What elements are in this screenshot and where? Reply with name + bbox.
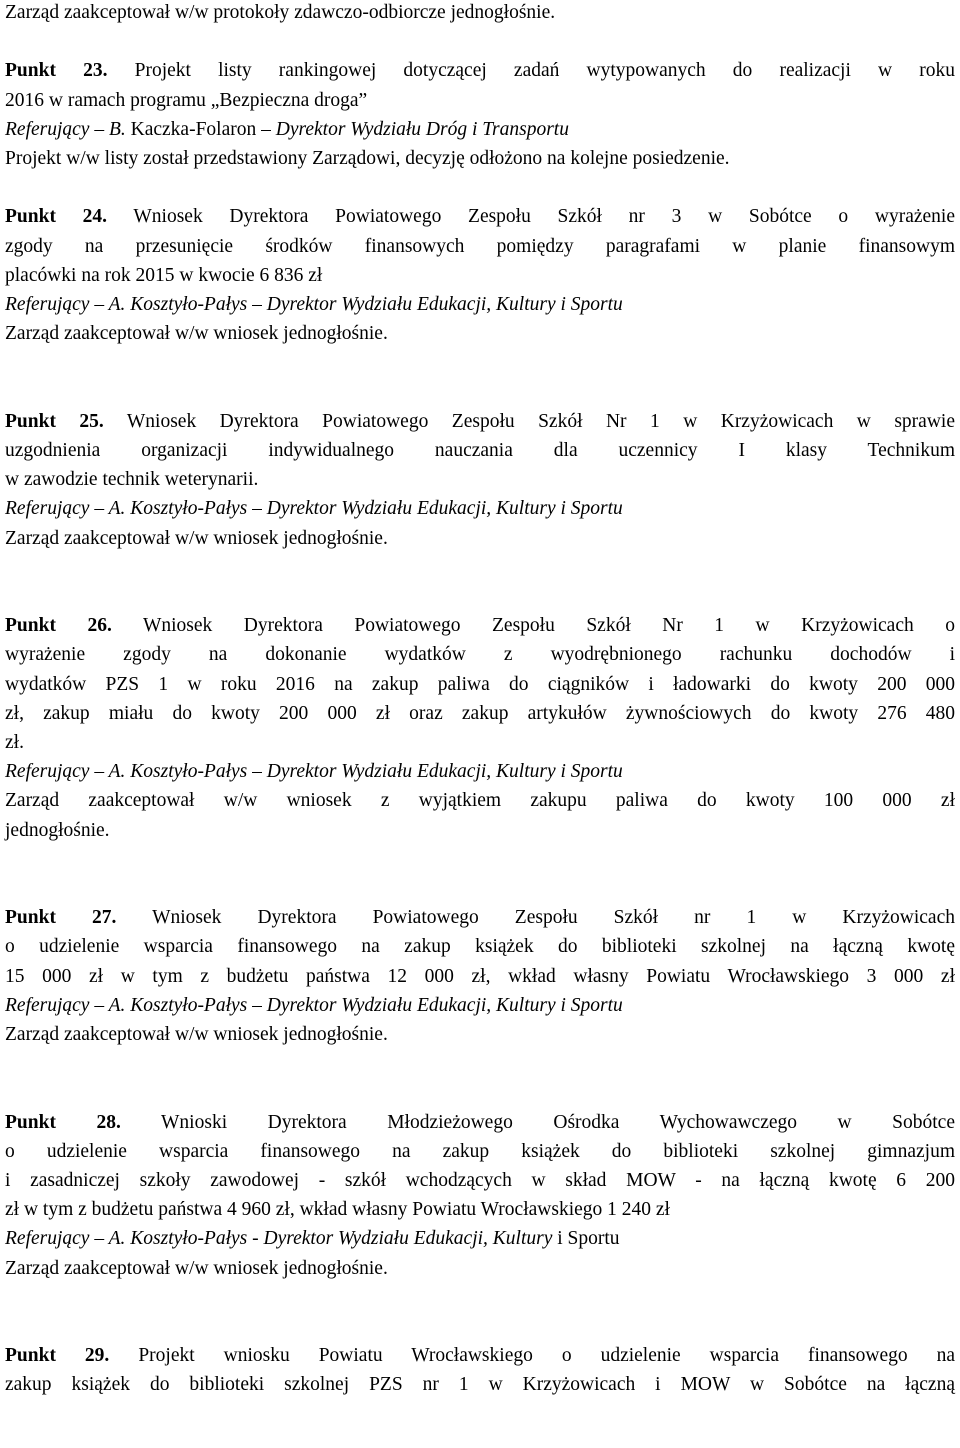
referent-prefix: Referujący – A. [5, 1228, 126, 1250]
item-text-line: zł, zakup miału do kwoty 200 000 zł oraz zakup artykułów żywnościowych do kwoty 276 480 [5, 702, 955, 724]
spacer [5, 378, 955, 407]
referent-prefix: Referujący – A. [5, 498, 126, 520]
referent-name: Kosztyło-Pałys [130, 294, 248, 315]
item-text-line: zł. [5, 731, 24, 753]
referent-prefix: Referujący – A. [5, 294, 126, 315]
decision-line: Zarząd zaakceptował w/w wniosek jednogłośnie. [5, 1257, 388, 1279]
spacer [5, 27, 955, 56]
referent-dash: - [252, 1228, 259, 1250]
referent-line [5, 494, 955, 523]
referent-role: Dyrektor Wydziału Edukacji, Kultury i Sportu [266, 761, 623, 783]
item-text-line: Wniosek Dyrektora Powiatowego Zespołu Szkół Nr 1 w Krzyżowicach w sprawie [126, 410, 955, 432]
item-text-line: uzgodnienia organizacji indywidualnego nauczania dla uczennicy I klasy Technikum [5, 439, 955, 461]
item-label: Punkt 29. [5, 1345, 110, 1367]
decision-line: Projekt w/w listy został przedstawiony Zarządowi, decyzję odłożono na kolejne posiedzenie. [5, 148, 730, 169]
referent-name: Kaczka-Folaron [130, 118, 257, 140]
agenda-item-28 [5, 1108, 955, 1283]
referent-line [5, 115, 955, 144]
decision-line: jednogłośnie. [5, 819, 110, 841]
referent-role: Dyrektor Wydziału Edukacji, Kultury i Sportu [266, 994, 623, 1016]
item-text-line: i zasadniczej szkoły zawodowej - szkół wchodzących w skład MOW - na łączną kwotę 6 200 [5, 1169, 955, 1191]
referent-role: Dyrektor Wydziału Edukacji, Kultury [263, 1228, 553, 1250]
referent-prefix: Referujący – A. [5, 761, 126, 783]
referent-role: Dyrektor Wydziału Dróg i Transportu [275, 118, 569, 140]
item-label: Punkt 24. [5, 206, 108, 228]
item-text-line: zakup książek do biblioteki szkolnej PZS nr 1 w Krzyżowicach i MOW w Sobótce na łączną [5, 1374, 955, 1396]
referent-dash: – [252, 994, 262, 1016]
referent-name: Kosztyło-Pałys [130, 761, 248, 783]
spacer [5, 173, 955, 202]
spacer [5, 1078, 955, 1107]
item-label: Punkt 28. [5, 1111, 121, 1133]
spacer [5, 1312, 955, 1341]
agenda-item-29 [5, 1341, 955, 1399]
referent-name: Kosztyło-Pałys [130, 498, 248, 520]
item-text-line: Wniosek Dyrektora Powiatowego Zespołu Szkół Nr 1 w Krzyżowicach o [142, 615, 955, 637]
referent-dash: – [252, 294, 262, 315]
spacer [5, 845, 955, 874]
item-label: Punkt 25. [5, 410, 104, 432]
item-text-line: Wniosek Dyrektora Powiatowego Zespołu Szkół nr 1 w Krzyżowicach [152, 907, 955, 929]
agenda-item-25 [5, 407, 955, 553]
agenda-item-26 [5, 611, 955, 845]
referent-name: Kosztyło-Pałys [130, 1228, 248, 1250]
item-text-line: w zawodzie technik weterynarii. [5, 469, 259, 491]
spacer [5, 874, 955, 903]
decision-line: Zarząd zaakceptował w/w wniosek jednogłośnie. [5, 1023, 388, 1045]
decision-line: Zarząd zaakceptował w/w wniosek jednogłośnie. [5, 527, 388, 549]
spacer [5, 1049, 955, 1078]
item-label: Punkt 26. [5, 615, 112, 637]
referent-line [5, 757, 955, 786]
referent-role-tail: i Sportu [557, 1228, 620, 1250]
document-page [5, 0, 955, 1400]
item-label: Punkt 23. [5, 60, 108, 82]
item-text-line: zgody na przesunięcie środków finansowych pomiędzy paragrafami w planie finansowym [5, 235, 955, 257]
spacer [5, 582, 955, 611]
spacer [5, 348, 955, 377]
spacer [5, 1283, 955, 1312]
item-text-line: placówki na rok 2015 w kwocie 6 836 zł [5, 264, 323, 286]
referent-prefix: Referujący – B. [5, 118, 126, 140]
item-text-line: Wnioski Dyrektora Młodzieżowego Ośrodka Wychowawczego w Sobótce [161, 1111, 955, 1133]
item-text-line: Projekt wniosku Powiatu Wrocławskiego o udzielenie wsparcia finansowego na [138, 1345, 956, 1367]
referent-prefix: Referujący – A. [5, 994, 126, 1016]
referent-role: Dyrektor Wydziału Edukacji, Kultury i Sportu [266, 294, 623, 315]
decision-line: Zarząd zaakceptował w/w wniosek jednogłośnie. [5, 323, 388, 345]
item-text-line: wyrażenie zgody na dokonanie wydatków z wyodrębnionego rachunku dochodów i [5, 644, 955, 666]
agenda-item-23 [5, 56, 955, 173]
item-label: Punkt 27. [5, 907, 117, 929]
item-text-line: Wniosek Dyrektora Powiatowego Zespołu Szkół nr 3 w Sobótce o wyrażenie [133, 206, 955, 228]
decision-line: Zarząd zaakceptował w/w wniosek z wyjątkiem zakupu paliwa do kwoty 100 000 zł [5, 790, 955, 812]
referent-line [5, 1224, 955, 1253]
item-text-line: 15 000 zł w tym z budżetu państwa 12 000 zł, wkład własny Powiatu Wrocławskiego 3 000 zł [5, 965, 955, 987]
agenda-item-27 [5, 903, 955, 1049]
item-text-line: Projekt listy rankingowej dotyczącej zadań wytypowanych do realizacji w roku [134, 60, 955, 82]
spacer [5, 553, 955, 582]
item-text-line: o udzielenie wsparcia finansowego na zakup książek do biblioteki szkolnej na łączną kwotę [5, 936, 955, 958]
referent-name: Kosztyło-Pałys [130, 994, 248, 1016]
item-text-line: zł w tym z budżetu państwa 4 960 zł, wkład własny Powiatu Wrocławskiego 1 240 zł [5, 1199, 670, 1221]
referent-dash: – [252, 761, 262, 783]
referent-dash: – [252, 498, 262, 520]
top-decision: Zarząd zaakceptował w/w protokoły zdawczo-odbiorcze jednogłośnie. [5, 2, 556, 23]
referent-role: Dyrektor Wydziału Edukacji, Kultury i Sportu [266, 498, 623, 520]
item-text-line: wydatków PZS 1 w roku 2016 na zakup paliwa do ciągników i ładowarki do kwoty 200 000 [5, 673, 955, 695]
referent-dash: – [261, 118, 271, 140]
item-text-line: o udzielenie wsparcia finansowego na zakup książek do biblioteki szkolnej gimnazjum [5, 1140, 955, 1162]
referent-line [5, 290, 955, 319]
agenda-item-24 [5, 202, 955, 348]
referent-line [5, 991, 955, 1020]
item-text-line: 2016 w ramach programu „Bezpieczna droga” [5, 89, 368, 111]
